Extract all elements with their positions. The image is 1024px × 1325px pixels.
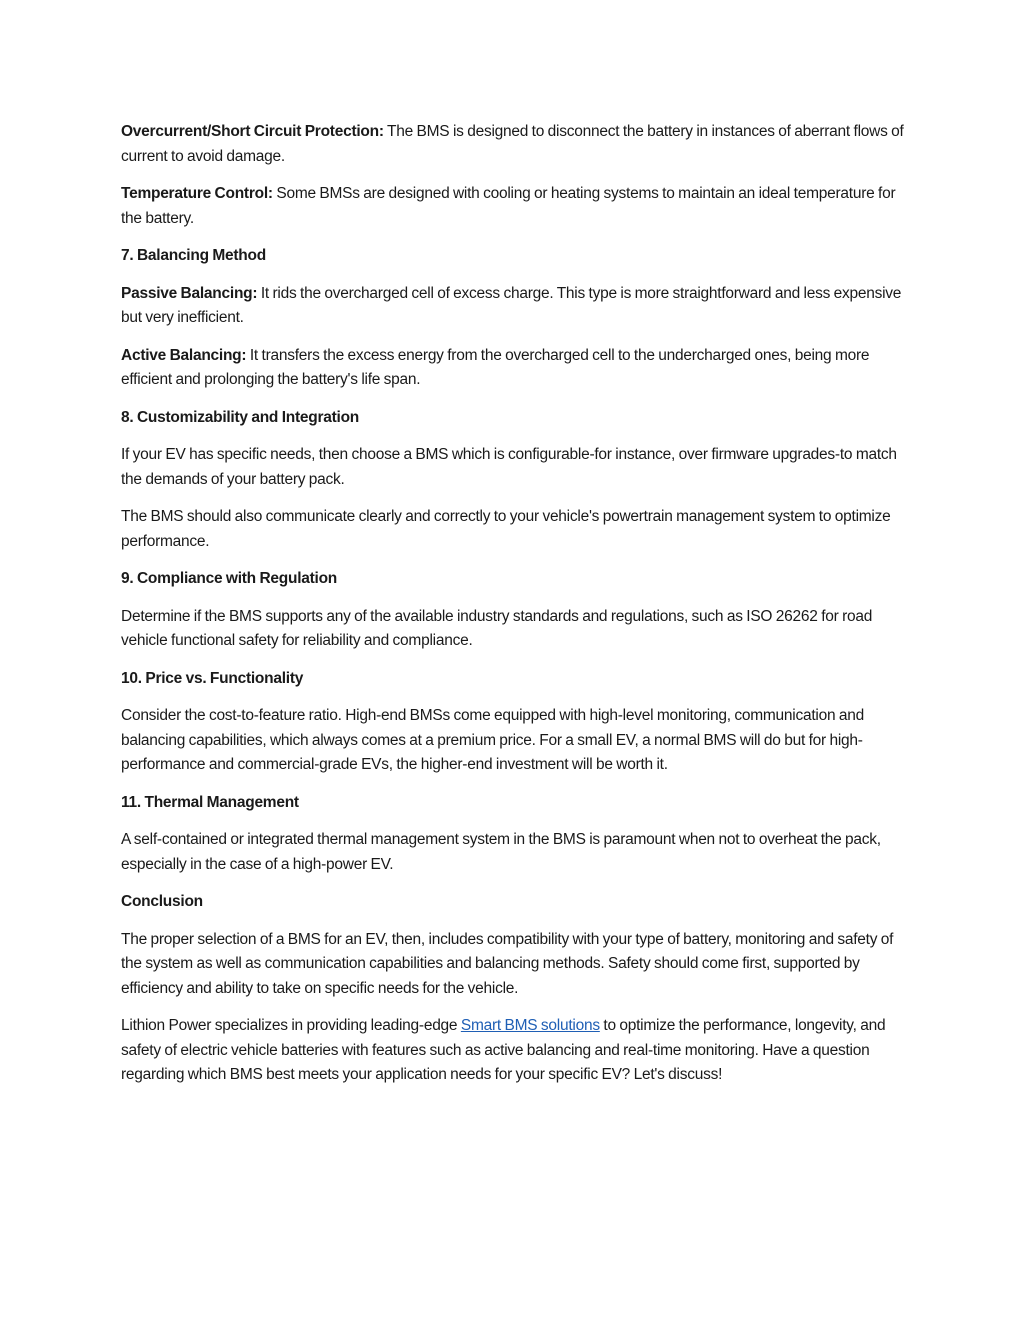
section-11-heading: 11. Thermal Management (121, 793, 299, 811)
section-11-paragraph: A self-contained or integrated thermal management system in the BMS is paramount when not to overheat the pack, especially in the case of a high-power EV. (121, 831, 881, 873)
conclusion-text-after-link: to optimize the performance, longevity, and safety of electric vehicle batteries with features such as active balancing and real-time monitoring. Have a question regarding which BMS best meets your application needs for your specific EV? Let's discuss! (121, 1017, 886, 1083)
conclusion-paragraph-2 (121, 1014, 911, 1088)
conclusion-heading: Conclusion (121, 893, 203, 910)
smart-bms-solutions-link[interactable]: Smart BMS solutions (460, 1017, 600, 1034)
conclusion-paragraph-1: The proper selection of a BMS for an EV, then, includes compatibility with your type of battery, monitoring and safety of the system as well as communication capabilities and balancing methods. Safety should come first, supported by efficiency and ability to take on specific needs for the vehicle. (121, 930, 894, 997)
passive-balancing-label: Passive Balancing: (121, 284, 258, 302)
overcurrent-text: The BMS is designed to disconnect the battery in instances of aberrant flows of current to avoid damage. (121, 123, 904, 165)
active-balancing-text: It transfers the excess energy from the overcharged cell to the undercharged ones, being more efficient and prolonging the battery's life span. (121, 346, 870, 388)
active-balancing-paragraph (121, 344, 911, 393)
section-9-heading: 9. Compliance with Regulation (121, 570, 338, 587)
section-8-paragraph-2: The BMS should also communicate clearly and correctly to your vehicle's powertrain management system to optimize performance. (121, 508, 891, 550)
overcurrent-label: Overcurrent/Short Circuit Protection: (121, 123, 384, 140)
passive-balancing-paragraph (121, 282, 911, 331)
temperature-label: Temperature Control: (121, 185, 273, 202)
passive-balancing-text: It rids the overcharged cell of excess charge. This type is more straightforward and less expensive but very inefficient. (121, 284, 902, 326)
active-balancing-label: Active Balancing: (121, 346, 247, 364)
temperature-paragraph (121, 182, 911, 231)
document-page (121, 120, 911, 1101)
section-9-paragraph: Determine if the BMS supports any of the available industry standards and regulations, such as ISO 26262 for road vehicle functional safety for reliability and compliance. (121, 607, 873, 649)
section-10-paragraph: Consider the cost-to-feature ratio. High-end BMSs come equipped with high-level monitoring, communication and balancing capabilities, which always comes at a premium price. For a small EV, a normal BMS will do but for high-performance and commercial-grade EVs, the higher-end investment will be worth it. (121, 707, 865, 773)
temperature-text: Some BMSs are designed with cooling or heating systems to maintain an ideal temperature for the battery. (121, 185, 896, 227)
section-7-heading: 7. Balancing Method (121, 247, 266, 264)
conclusion-text-before-link: Lithion Power specializes in providing leading-edge (121, 1017, 461, 1034)
section-10-heading: 10. Price vs. Functionality (121, 669, 304, 687)
section-8-paragraph-1: If your EV has specific needs, then choose a BMS which is configurable-for instance, over firmware upgrades-to match the demands of your battery pack. (121, 446, 897, 488)
section-8-heading: 8. Customizability and Integration (121, 408, 360, 426)
overcurrent-paragraph (121, 120, 911, 169)
